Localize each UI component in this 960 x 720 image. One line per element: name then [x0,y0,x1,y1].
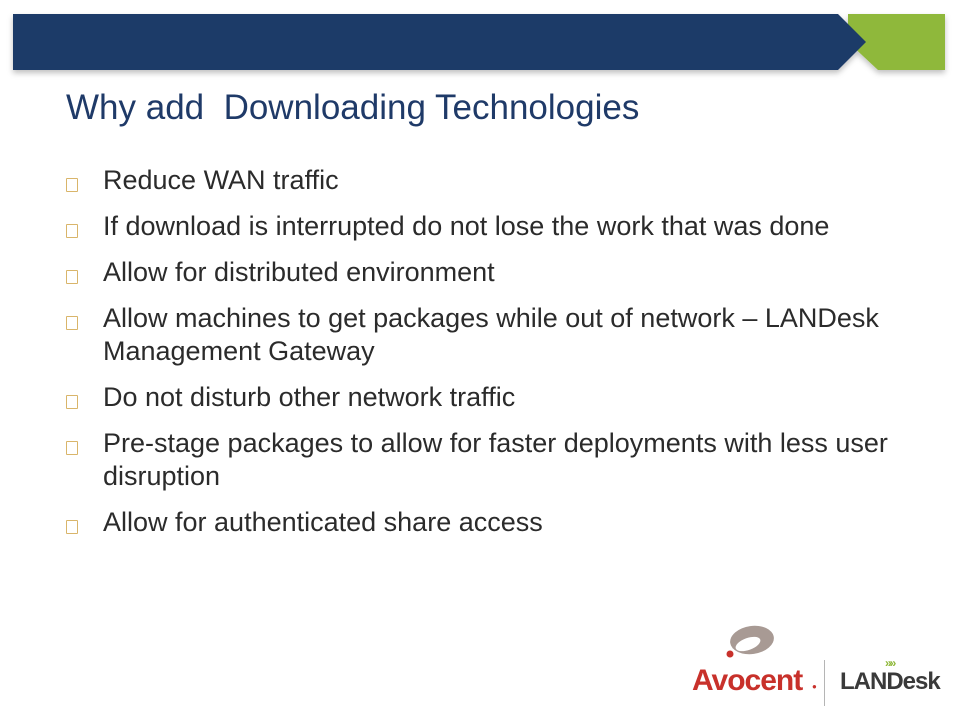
banner-navy-bar [13,14,866,70]
bullet-marker-icon [66,178,78,192]
avocent-registered-mark: ● [812,682,817,691]
bullet-text: If download is interrupted do not lose the work that was done [103,211,830,241]
bullet-text: Allow machines to get packages while out of network – LANDesk Management Gateway [103,303,879,366]
bullet-marker-icon [66,316,78,330]
avocent-logo-text: Avocent [692,664,803,697]
logo-divider [824,660,825,706]
list-item [66,506,896,539]
list-item [66,381,896,414]
bullet-marker-icon [66,224,78,238]
bullet-marker-icon [66,395,78,409]
landesk-logo-text: LANDesk [840,668,940,695]
footer-logos [680,620,950,710]
list-item [66,302,896,368]
bullet-text: Reduce WAN traffic [103,165,339,195]
bullet-text: Do not disturb other network traffic [103,382,516,412]
bullet-text: Allow for distributed environment [103,257,495,287]
header-banner [0,0,960,90]
bullet-text: Allow for authenticated share access [103,507,543,537]
avocent-logo-icon [720,624,780,664]
bullet-marker-icon [66,520,78,534]
list-item [66,164,896,197]
bullet-list [66,164,896,552]
list-item [66,427,896,493]
bullet-text: Pre-stage packages to allow for faster deployments with less user disruption [103,428,888,491]
list-item [66,256,896,289]
landesk-arrows-icon: »» [885,656,895,670]
bullet-marker-icon [66,441,78,455]
slide-title: Why add Downloading Technologies [66,88,640,127]
list-item [66,210,896,243]
bullet-marker-icon [66,270,78,284]
